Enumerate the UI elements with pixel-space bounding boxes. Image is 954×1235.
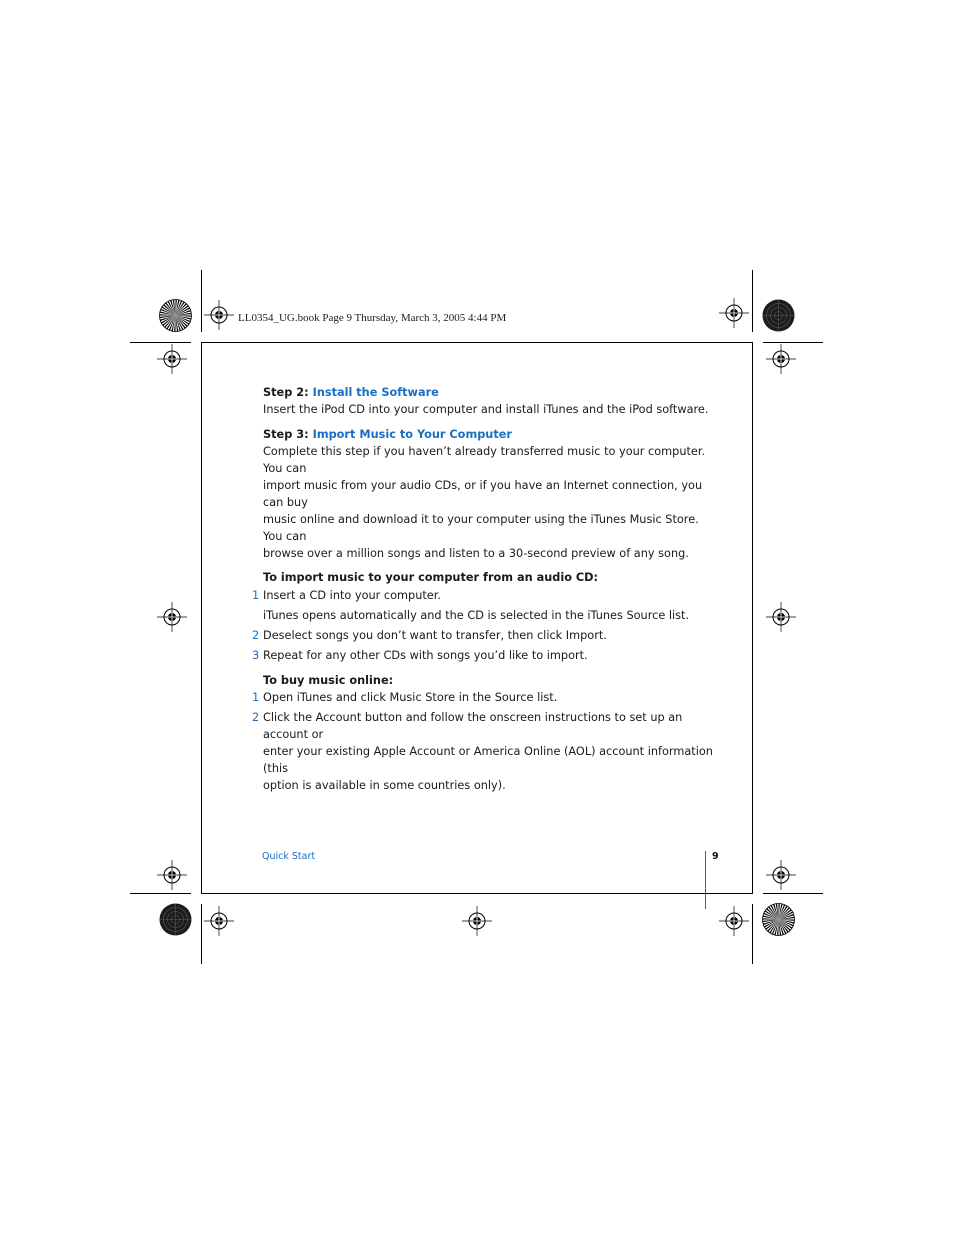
crop-mark xyxy=(752,270,753,332)
crop-mark xyxy=(130,893,191,894)
list-item xyxy=(263,607,713,624)
step2-link[interactable]: Install the Software xyxy=(312,386,439,399)
step-text-line: enter your existing Apple Account or America Online (AOL) account information (this xyxy=(263,745,713,775)
step-number: 1 xyxy=(252,691,260,704)
gray-balance-target-icon xyxy=(159,903,192,936)
registration-mark-icon xyxy=(766,344,796,374)
crop-mark xyxy=(763,893,823,894)
step-number: 2 xyxy=(252,629,260,642)
star-target-icon xyxy=(762,903,795,936)
crop-mark xyxy=(201,904,202,964)
registration-mark-icon xyxy=(204,300,234,330)
step3-label: Step 3: xyxy=(263,428,309,441)
registration-mark-icon xyxy=(157,860,187,890)
slug-line: LL0354_UG.book Page 9 Thursday, March 3, 2005 4:44 PM xyxy=(238,312,507,324)
step2-label: Step 2: xyxy=(263,386,309,399)
list-item xyxy=(252,689,713,706)
step3-line: music online and download it to your computer using the iTunes Music Store. You can xyxy=(263,513,699,543)
step-text-line: option is available in some countries only). xyxy=(263,779,506,792)
registration-mark-icon xyxy=(204,906,234,936)
footer-divider xyxy=(705,851,706,909)
step-number: 2 xyxy=(252,711,260,724)
step-text: Insert a CD into your computer. xyxy=(263,589,441,602)
crop-mark xyxy=(752,904,753,964)
trim-top xyxy=(201,342,753,343)
step-text-line: Click the Account button and follow the onscreen instructions to set up an account or xyxy=(263,711,683,741)
step-text: iTunes opens automatically and the CD is selected in the iTunes Source list. xyxy=(263,609,690,622)
registration-mark-icon xyxy=(766,860,796,890)
list-item xyxy=(252,647,713,664)
step-text: Open iTunes and click Music Store in the Source list. xyxy=(263,691,558,704)
step2-text: Insert the iPod CD into your computer and install iTunes and the iPod software. xyxy=(263,403,709,416)
trim-bottom xyxy=(201,893,753,894)
trim-left xyxy=(201,342,202,894)
step3-line: Complete this step if you haven’t already transferred music to your computer. You can xyxy=(263,445,706,475)
registration-mark-icon xyxy=(719,298,749,328)
step3-text xyxy=(263,443,713,562)
step3-heading xyxy=(263,426,713,443)
step2-heading xyxy=(263,384,713,401)
registration-mark-icon xyxy=(157,602,187,632)
trim-right xyxy=(752,342,753,894)
gray-balance-target-icon xyxy=(762,299,795,332)
step-text: Deselect songs you don’t want to transfer, then click Import. xyxy=(263,629,607,642)
list-item xyxy=(252,627,713,644)
buy-online-title: To buy music online: xyxy=(263,674,394,687)
step3-line: browse over a million songs and listen to a 30-second preview of any song. xyxy=(263,547,689,560)
page-content xyxy=(252,384,713,794)
crop-mark xyxy=(201,270,202,332)
crop-mark xyxy=(130,342,191,343)
step3-line: import music from your audio CDs, or if you have an Internet connection, you can buy xyxy=(263,479,703,509)
list-item xyxy=(252,709,713,794)
step-number: 1 xyxy=(252,589,260,602)
crop-mark xyxy=(763,342,823,343)
import-cd-title: To import music to your computer from an audio CD: xyxy=(263,571,599,584)
page-number: 9 xyxy=(712,851,719,862)
registration-mark-icon xyxy=(157,344,187,374)
footer-section-label: Quick Start xyxy=(262,851,316,862)
step-number: 3 xyxy=(252,649,260,662)
step-text: Repeat for any other CDs with songs you’d like to import. xyxy=(263,649,588,662)
star-target-icon xyxy=(159,299,192,332)
list-item xyxy=(252,587,713,604)
registration-mark-icon xyxy=(719,906,749,936)
step3-link[interactable]: Import Music to Your Computer xyxy=(312,428,512,441)
registration-mark-icon xyxy=(766,602,796,632)
registration-mark-icon xyxy=(462,906,492,936)
